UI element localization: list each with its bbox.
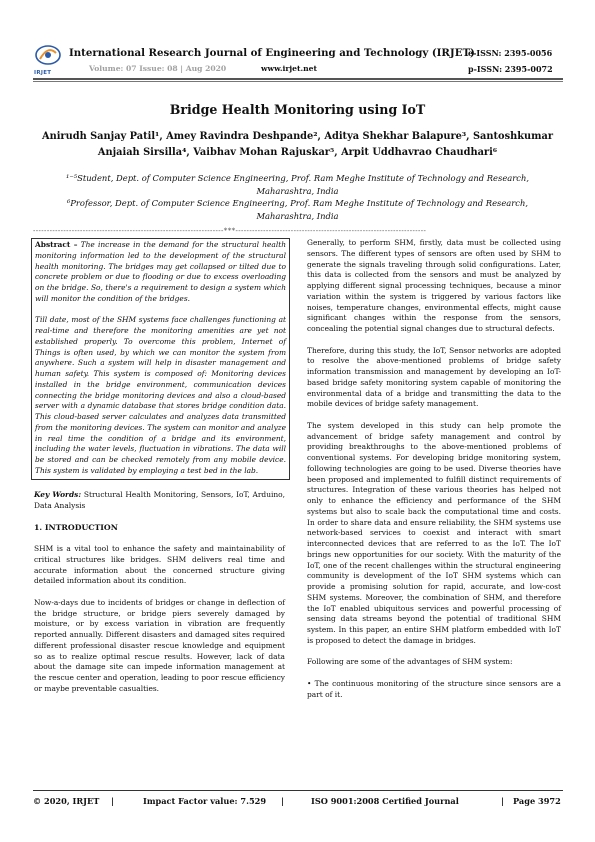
keywords-label: Key Words: xyxy=(34,490,82,500)
body-paragraph-1: Generally, to perform SHM, firstly, data must be collected using sensors. The different types of sensors are often used by SHM to generate the signals traveling through solid configurations. Later, this data is collected from the sensors and must be analyzed by applying different signal processing techniques, because a minor variation within the system is triggered by various factors like noises, temperature changes, environmental effects, might cause significant changes within the response from the sensors, concealing the potential signal changes due to structural defects. xyxy=(307,238,561,333)
footer-iso: ISO 9001:2008 Certified Journal xyxy=(311,796,459,806)
keywords-text: Structural Health Monitoring, Sensors, IoT, Arduino, Data Analysis xyxy=(34,490,285,511)
abstract-box xyxy=(31,238,290,480)
authors-line-1: Anirudh Sanjay Patil¹, Amey Ravindra Deshpande², Aditya Shekhar Balapure³, Santoshkumar xyxy=(41,131,554,142)
abstract-text-1: The increase in the demand for the structural health monitoring information led to the development of the structural health monitoring. The bridges may get collapsed or tilted due to concrete problem or due to flooding or due to excess overloading on the bridge. So, there's a requirement to design a system which will monitor the condition of the bridges. xyxy=(35,240,286,303)
keywords xyxy=(34,490,285,512)
volume-info: Volume: 07 Issue: 08 | Aug 2020 xyxy=(89,64,227,73)
body-paragraph-4: Following are some of the advantages of SHM system: xyxy=(307,657,513,667)
pissn: p-ISSN: 2395-0072 xyxy=(468,64,553,74)
affiliation-professor: ⁶Professor, Dept. of Computer Science Engineering, Prof. Ram Meghe Institute of Technology and Research, Maharashtra, India xyxy=(66,198,529,221)
footer-sep: | xyxy=(281,796,284,806)
right-column xyxy=(307,238,561,711)
irjet-logo-icon xyxy=(34,43,62,71)
intro-heading: 1. INTRODUCTION xyxy=(34,522,118,532)
authors-line-2: Anjaiah Sirsilla⁴, Vaibhav Mohan Rajuskar⁵, Arpit Uddhavrao Chaudhari⁶ xyxy=(97,147,498,158)
header-rule-thin xyxy=(33,81,563,82)
page-footer xyxy=(33,796,563,806)
intro-paragraph-1: SHM is a vital tool to enhance the safety and maintainability of critical structures like bridges. SHM delivers real time and accurate information about the concerned structure giving detailed information about its condition. xyxy=(34,544,285,586)
journal-url[interactable]: www.irjet.net xyxy=(261,64,317,73)
footer-copyright: © 2020, IRJET xyxy=(33,796,100,806)
paper-title: Bridge Health Monitoring using IoT xyxy=(169,102,426,117)
journal-title: International Research Journal of Engineering and Technology (IRJET) xyxy=(69,47,475,59)
section-separator: ---------------------------------------------------------------------***--------------------------------------------------------------------- xyxy=(33,227,427,235)
footer-impact: Impact Factor value: 7.529 xyxy=(143,796,267,806)
eissn: e-ISSN: 2395-0056 xyxy=(468,48,553,58)
abstract-label: Abstract – xyxy=(35,240,78,249)
header-rule xyxy=(33,78,563,80)
footer-page: Page 3972 xyxy=(513,796,561,806)
advantage-bullet-1: • The continuous monitoring of the structure since sensors are a part of it. xyxy=(307,678,561,699)
affiliation-students: ¹⁻⁵Student, Dept. of Computer Science Engineering, Prof. Ram Meghe Institute of Technology and Research, Maharashtra, India xyxy=(65,173,530,196)
footer-sep: | xyxy=(111,796,114,806)
body-paragraph-3: The system developed in this study can help promote the advancement of bridge safety management and control by providing breakthroughs to the above-mentioned problems of conventional systems. For developing bridge monitoring system, following technologies are going to be used. Diverse theories have been proposed and implemented to fulfill distinct requirements of structures. Integration of these various theories has helped not only to enhance the efficiency and performance of the SHM systems but also to scale back the computational time and costs. In order to share data and ensure reliability, the SHM systems use network-based services to coexist and interact with smart interconnected devices that are referred to as the IoT. The IoT brings new opportunities for our society. With the maturity of the IoT, one of the recent challenges within the structural engineering community is development of the IoT SHM systems which can provide a promising solution for rapid, accurate, and low-cost SHM systems. Moreover, the combination of SHM, and therefore the IoT enabled ubiquitous services and powerful processing of sensing data streams beyond the potential of traditional SHM system. In this paper, an entire SHM platform embedded with IoT is proposed to detect the damage in bridges. xyxy=(307,420,561,645)
body-paragraph-2: Therefore, during this study, the IoT, Sensor networks are adopted to resolve the above-mentioned problems of bridge safety information transmission and management by developing an IoT-based bridge safety monitoring system capable of monitoring the environmental data of a bridge and transmitting the data to the mobile devices of bridge safety management. xyxy=(307,345,561,409)
footer-sep: | xyxy=(501,796,504,806)
abstract-paragraph-2: Till date, most of the SHM systems face challenges functioning at real-time and therefore the monitoring amenities are yet not established properly. To overcome this problem, Internet of Things is often used, by which we can monitor the system from anywhere. Such a system will help in disaster management and human safety. This system is composed of: Monitoring devices installed in the bridge environment, communication devices connecting the bridge monitoring devices and also a cloud-based server with a dynamic database that stores bridge condition data. This cloud-based server calculates and analyzes data transmitted from the monitoring devices. The system can monitor and analyze in real time the condition of a bridge and its environment, including the water levels, fluctuation in vibrations. The data will be stored and can be checked remotely from any mobile device. This system is validated by employing a test bed in the lab. xyxy=(35,315,286,475)
abstract-paragraph-1 xyxy=(35,240,286,305)
left-column xyxy=(34,238,285,706)
footer-rule xyxy=(33,790,563,791)
logo-text: IRJET xyxy=(34,70,52,76)
intro-paragraph-2: Now-a-days due to incidents of bridges or change in deflection of the bridge structure, or bridge piers severely damaged by moisture, or by excess variation in vibration are frequently reported annually. Different disasters and damaged sites required different professional disaster rescue knowledge and equipment so as to realize optimal rescue results. However, lack of data about the damage site can impede information management at the rescue center and operation, leading to poor rescue efficiency or maybe preventable casualties. xyxy=(34,597,285,693)
